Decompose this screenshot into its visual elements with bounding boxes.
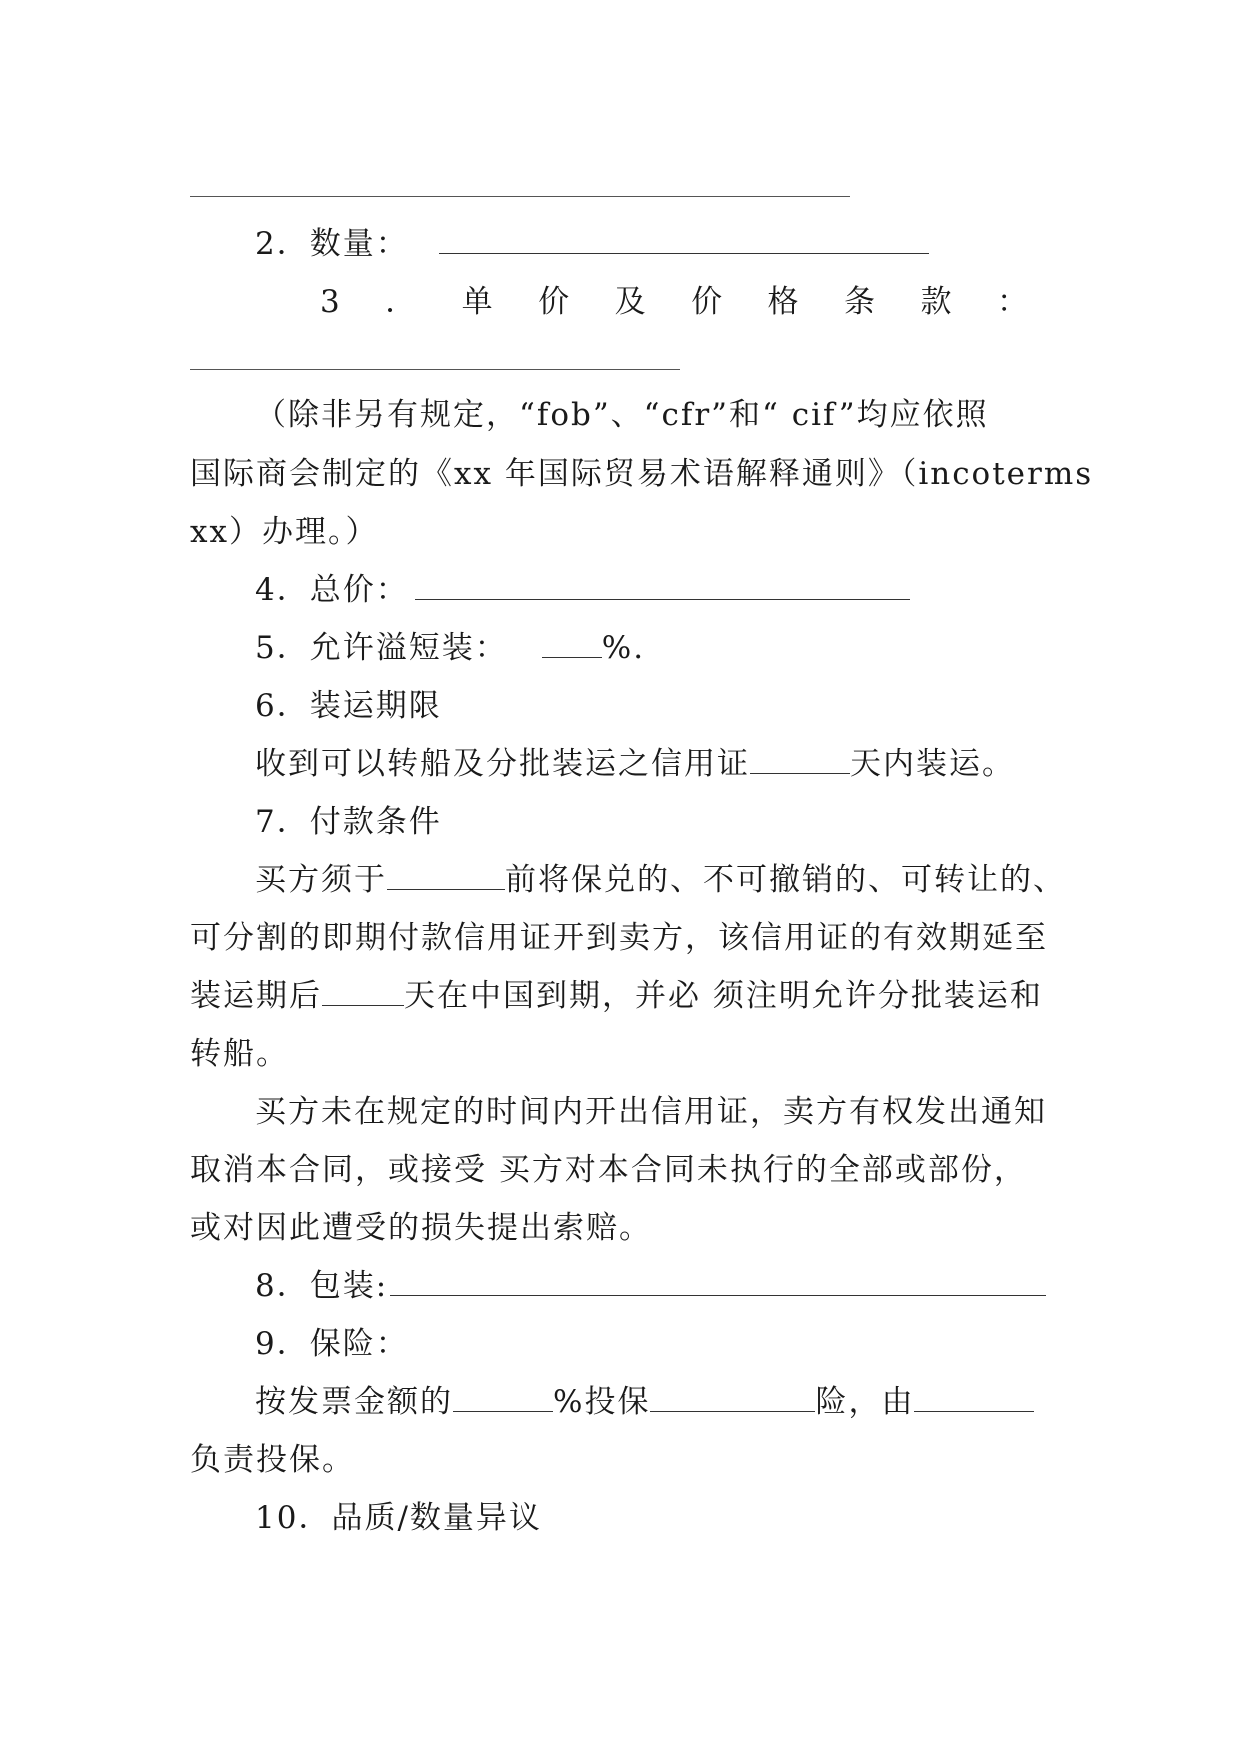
shipment-text: 天内装运。 [850, 746, 1015, 782]
top-blank-line [190, 196, 850, 197]
shipment-days-blank [750, 743, 850, 774]
overshort-line [255, 626, 1050, 670]
terms-note-line-2: 国际商会制定的《xx 年国际贸易术语解释通则》（incoterms [190, 456, 1094, 492]
insurance-heading: 9．保险： [255, 1326, 409, 1362]
heading-char: 单 [461, 284, 495, 320]
insurance-type-blank [650, 1381, 815, 1412]
payment-text: 天在中国到期，并必 须注明允许分批装运和 [404, 978, 1043, 1014]
overshort-label: 5．允许溢短装： [255, 630, 508, 666]
payment-text: 买方须于 [255, 862, 387, 898]
payment-line-4: 转船。 [190, 1036, 289, 1072]
total-price-label: 4．总价： [255, 572, 409, 608]
quality-objection-heading: 10．品质/数量异议 [255, 1500, 542, 1536]
heading-char: 格 [767, 284, 801, 320]
unit-price-blank [190, 369, 680, 370]
default-clause-line-2: 取消本合同，或接受 买方对本合同未执行的全部或部份， [190, 1152, 1027, 1188]
quantity-line [255, 222, 1050, 266]
shipment-body [255, 742, 1050, 786]
shipment-text: 收到可以转船及分批装运之信用证 [255, 746, 750, 782]
insurance-text: 按发票金额的 [255, 1384, 453, 1420]
insurance-text: %投保 [553, 1384, 651, 1420]
packing-blank [390, 1265, 1046, 1296]
quantity-blank [439, 223, 929, 254]
default-clause-line-3: 或对因此遭受的损失提出索赔。 [190, 1210, 652, 1246]
payment-heading: 7．付款条件 [255, 804, 442, 840]
heading-char: 3 [320, 284, 342, 320]
overshort-suffix: %. [601, 630, 646, 666]
insurance-body-2: 负责投保。 [190, 1442, 355, 1478]
heading-char: 条 [844, 284, 878, 320]
insurance-body [255, 1380, 1050, 1424]
overshort-blank [542, 627, 602, 658]
payment-line-2: 可分割的即期付款信用证开到卖方，该信用证的有效期延至 [190, 920, 1048, 956]
unit-price-heading [320, 280, 1030, 324]
heading-char: ． [385, 284, 419, 320]
heading-char: 价 [538, 284, 572, 320]
packing-line [255, 1264, 1050, 1308]
total-price-blank [415, 569, 910, 600]
payment-date-blank [387, 859, 505, 890]
payment-text: 前将保兑的、不可撤销的、可转让的、 [505, 862, 1066, 898]
payment-line-1 [255, 858, 1066, 902]
heading-char: ： [996, 284, 1030, 320]
heading-char: 价 [691, 284, 725, 320]
default-clause-line-1: 买方未在规定的时间内开出信用证，卖方有权发出通知 [255, 1094, 1047, 1130]
terms-note-line-3: xx）办理。） [190, 514, 379, 550]
insurance-text: 险，由 [815, 1384, 915, 1420]
insurance-party-blank [914, 1381, 1034, 1412]
insurance-percent-blank [453, 1381, 553, 1412]
total-price-line [255, 568, 1050, 612]
quantity-label: 2．数量： [255, 226, 409, 262]
heading-char: 及 [614, 284, 648, 320]
payment-days-blank [322, 975, 404, 1006]
terms-note-line-1: （除非另有规定，“fob”、“cfr”和“ cif”均应依照 [255, 397, 989, 433]
payment-line-3 [190, 974, 1050, 1018]
heading-char: 款 [920, 284, 954, 320]
shipment-heading: 6．装运期限 [255, 688, 442, 724]
payment-text: 装运期后 [190, 978, 322, 1014]
packing-label: 8．包装: [255, 1268, 389, 1304]
